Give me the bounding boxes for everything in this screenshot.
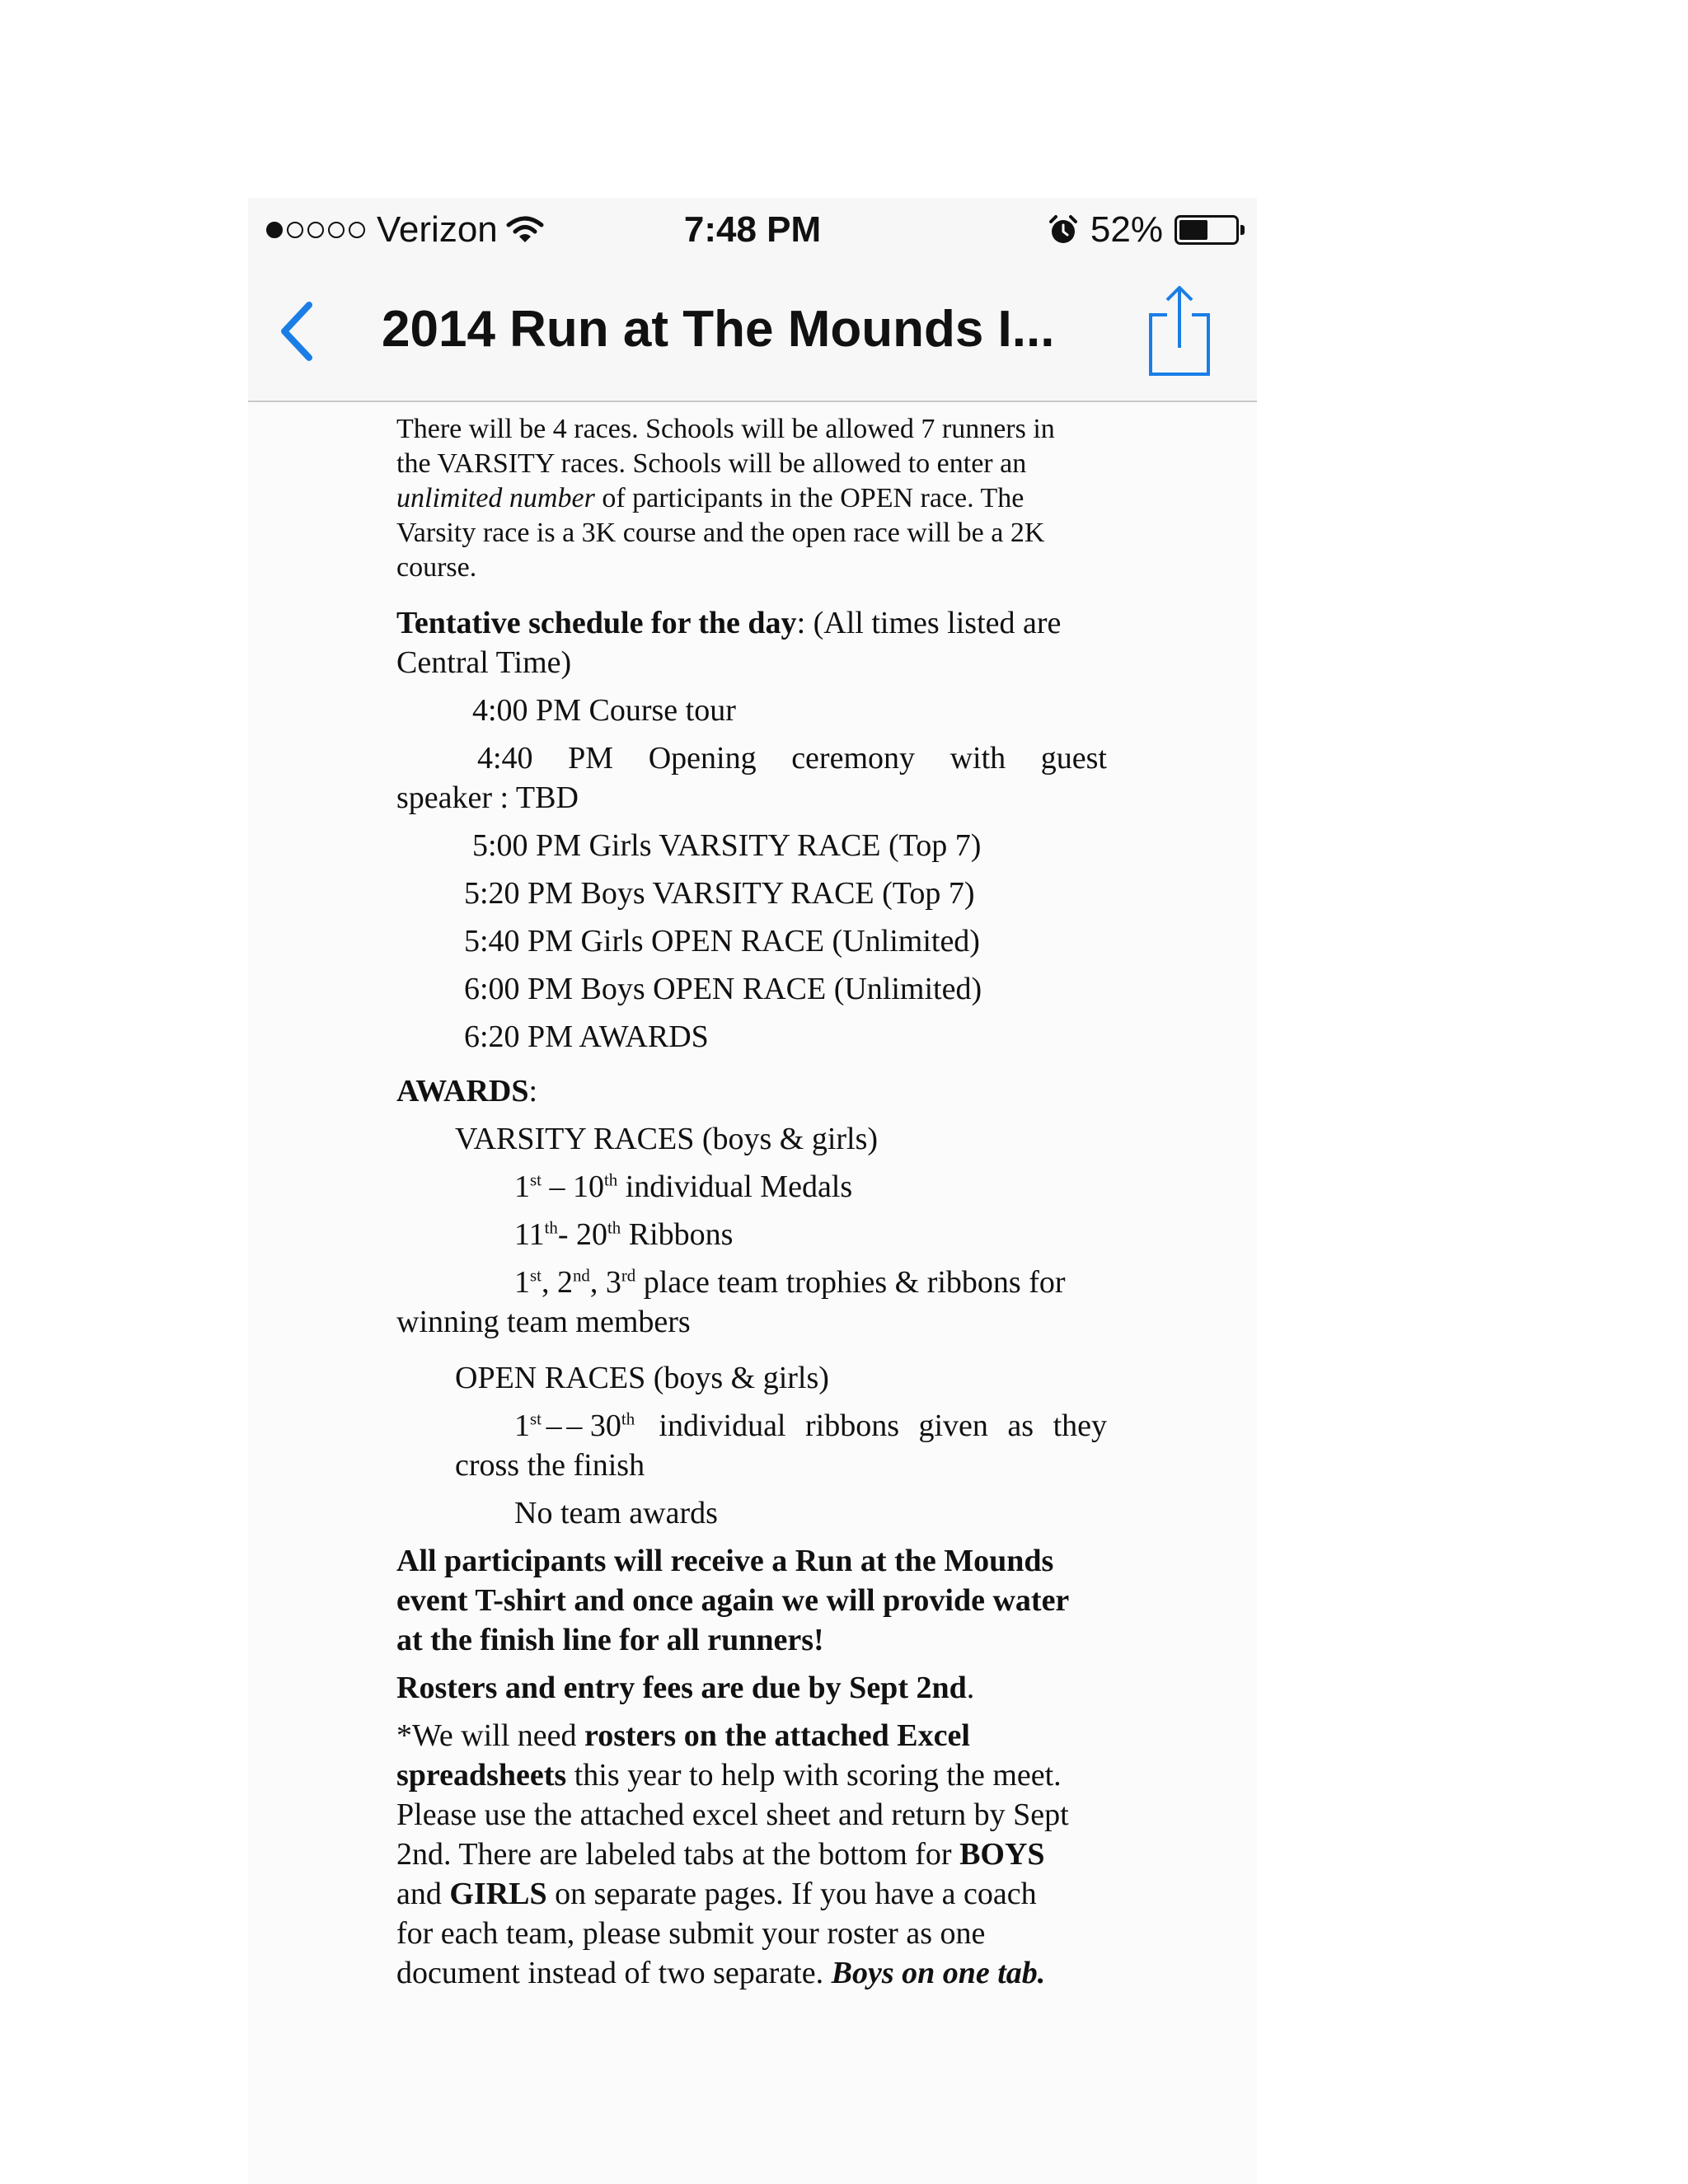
awards-heading [396, 1071, 1107, 1111]
award-ordinal-group [566, 1406, 635, 1446]
notice-line: event T-shirt and once again we will provide water [396, 1583, 1070, 1618]
varsity-award [396, 1215, 1107, 1254]
award-ordinal: 11 [514, 1217, 545, 1252]
instruction-text: on separate pages. If you have a coach [546, 1877, 1037, 1911]
schedule-item: 5:40 PM Girls OPEN RACE (Unlimited) [464, 924, 980, 958]
intro-line: of participants in the OPEN race. The [594, 483, 1025, 513]
clock: 7:48 PM [683, 209, 822, 250]
intro-line: the VARSITY races. Schools will be allowed to enter an [396, 448, 1027, 479]
excel-instructions [396, 1716, 1107, 1993]
ordinal-suffix: th [603, 1169, 618, 1190]
ordinal-suffix: th [544, 1217, 558, 1238]
award-ordinal: 1 [514, 1408, 530, 1443]
schedule-item: 4:00 PM Course tour [472, 693, 736, 728]
award-ordinal: , 3 [589, 1265, 621, 1300]
schedule-word: PM [568, 741, 614, 776]
rosters-due-end: . [966, 1671, 975, 1705]
battery-level-fill [1179, 220, 1207, 240]
schedule-heading-text: : (All times listed are [796, 606, 1062, 640]
notice-line: All participants will receive a Run at the Mounds [396, 1544, 1054, 1578]
instruction-text: for each team, please submit your roster as one [396, 1916, 986, 1951]
schedule-item: 5:00 PM Girls VARSITY RACE (Top 7) [472, 828, 982, 863]
award-text: cross the finish [455, 1448, 645, 1483]
rosters-due-bold: Rosters and entry fees are due by Sept 2nd [396, 1671, 967, 1705]
intro-italic: unlimited number [396, 483, 595, 513]
intro-paragraph [396, 412, 1107, 585]
award-ordinal: , 2 [541, 1265, 573, 1300]
instruction-bold-italic: Boys on one tab. [831, 1956, 1046, 1990]
open-award [396, 1406, 1107, 1485]
tshirt-notice [396, 1541, 1107, 1660]
alarm-clock-icon [1048, 214, 1079, 246]
instruction-text: *We will need [396, 1718, 585, 1753]
award-ordinal: – 30 [566, 1408, 621, 1443]
schedule-item: 6:00 PM Boys OPEN RACE (Unlimited) [464, 972, 982, 1006]
document-title: 2014 Run at The Mounds I... [382, 301, 1055, 358]
instruction-text: this year to help with scoring the meet. [566, 1758, 1062, 1793]
award-text: place team trophies & ribbons for [635, 1265, 1066, 1300]
status-right [1048, 209, 1239, 251]
battery-tip [1240, 225, 1245, 235]
instruction-bold: GIRLS [449, 1877, 547, 1911]
instruction-text: and [396, 1877, 450, 1911]
award-text: individual ribbons given as they [639, 1408, 1107, 1443]
award-ordinal: – 10 [541, 1169, 604, 1204]
ordinal-suffix: th [621, 1408, 635, 1429]
award-text: winning team members [396, 1305, 691, 1339]
ordinal-suffix: st [530, 1169, 542, 1190]
chevron-left-icon [273, 298, 322, 364]
award-text: Ribbons [621, 1217, 734, 1252]
varsity-award [396, 1263, 1107, 1342]
ordinal-suffix: rd [621, 1265, 636, 1286]
varsity-heading: VARSITY RACES (boys & girls) [455, 1122, 879, 1156]
award-ordinal: 1 [514, 1265, 530, 1300]
share-icon [1142, 282, 1217, 381]
schedule-heading [396, 603, 1107, 682]
navigation-bar [248, 265, 1257, 402]
schedule-word: 4:40 [477, 741, 533, 776]
award-ordinal-group [514, 1406, 542, 1446]
award-ordinal-group: – [546, 1408, 562, 1443]
back-button[interactable] [273, 298, 322, 364]
battery-icon [1175, 215, 1239, 245]
schedule-word: ceremony [791, 741, 915, 776]
carrier-name: Verizon [377, 209, 498, 250]
schedule-word: Opening [648, 741, 757, 776]
award-ordinal: - 20 [557, 1217, 607, 1252]
rosters-due [396, 1668, 1107, 1708]
document-body [396, 412, 1107, 1993]
schedule-heading-bold: Tentative schedule for the day [396, 606, 797, 640]
schedule-item-continuation: speaker : TBD [396, 780, 579, 815]
intro-line: Varsity race is a 3K course and the open race will be a 2K [396, 518, 1045, 548]
ordinal-suffix: th [607, 1217, 621, 1238]
varsity-award [396, 1167, 1107, 1207]
ordinal-suffix: nd [572, 1265, 590, 1286]
awards-heading-bold: AWARDS [396, 1074, 529, 1108]
instruction-bold: BOYS [959, 1837, 1045, 1872]
award-ordinal: 1 [514, 1169, 530, 1204]
phone-screen [248, 198, 1257, 2184]
awards-heading-colon: : [528, 1074, 538, 1108]
schedule-item: 5:20 PM Boys VARSITY RACE (Top 7) [464, 876, 975, 911]
ordinal-suffix: st [530, 1408, 542, 1429]
open-heading: OPEN RACES (boys & girls) [455, 1361, 829, 1395]
open-award: No team awards [514, 1496, 718, 1530]
schedule-heading-text: Central Time) [396, 645, 572, 680]
schedule-word: with [950, 741, 1006, 776]
instruction-text: Please use the attached excel sheet and return by Sept [396, 1797, 1069, 1832]
open-award-line [455, 1406, 1107, 1446]
intro-line: course. [396, 552, 477, 583]
schedule-item: 6:20 PM AWARDS [464, 1019, 709, 1054]
status-bar [248, 198, 1257, 265]
ordinal-suffix: st [530, 1265, 542, 1286]
instruction-bold: spreadsheets [396, 1758, 567, 1793]
instruction-text: document instead of two separate. [396, 1956, 832, 1990]
schedule-item [396, 738, 1107, 778]
battery-percent: 52% [1090, 209, 1163, 250]
instruction-text: 2nd. There are labeled tabs at the bottom for [396, 1837, 960, 1872]
award-text: individual Medals [617, 1169, 853, 1204]
intro-line: There will be 4 races. Schools will be allowed 7 runners in [396, 414, 1055, 444]
share-button[interactable] [1142, 282, 1217, 381]
instruction-bold: rosters on the attached Excel [584, 1718, 970, 1753]
notice-line: at the finish line for all runners! [396, 1623, 824, 1657]
schedule-word: guest [1040, 741, 1107, 776]
